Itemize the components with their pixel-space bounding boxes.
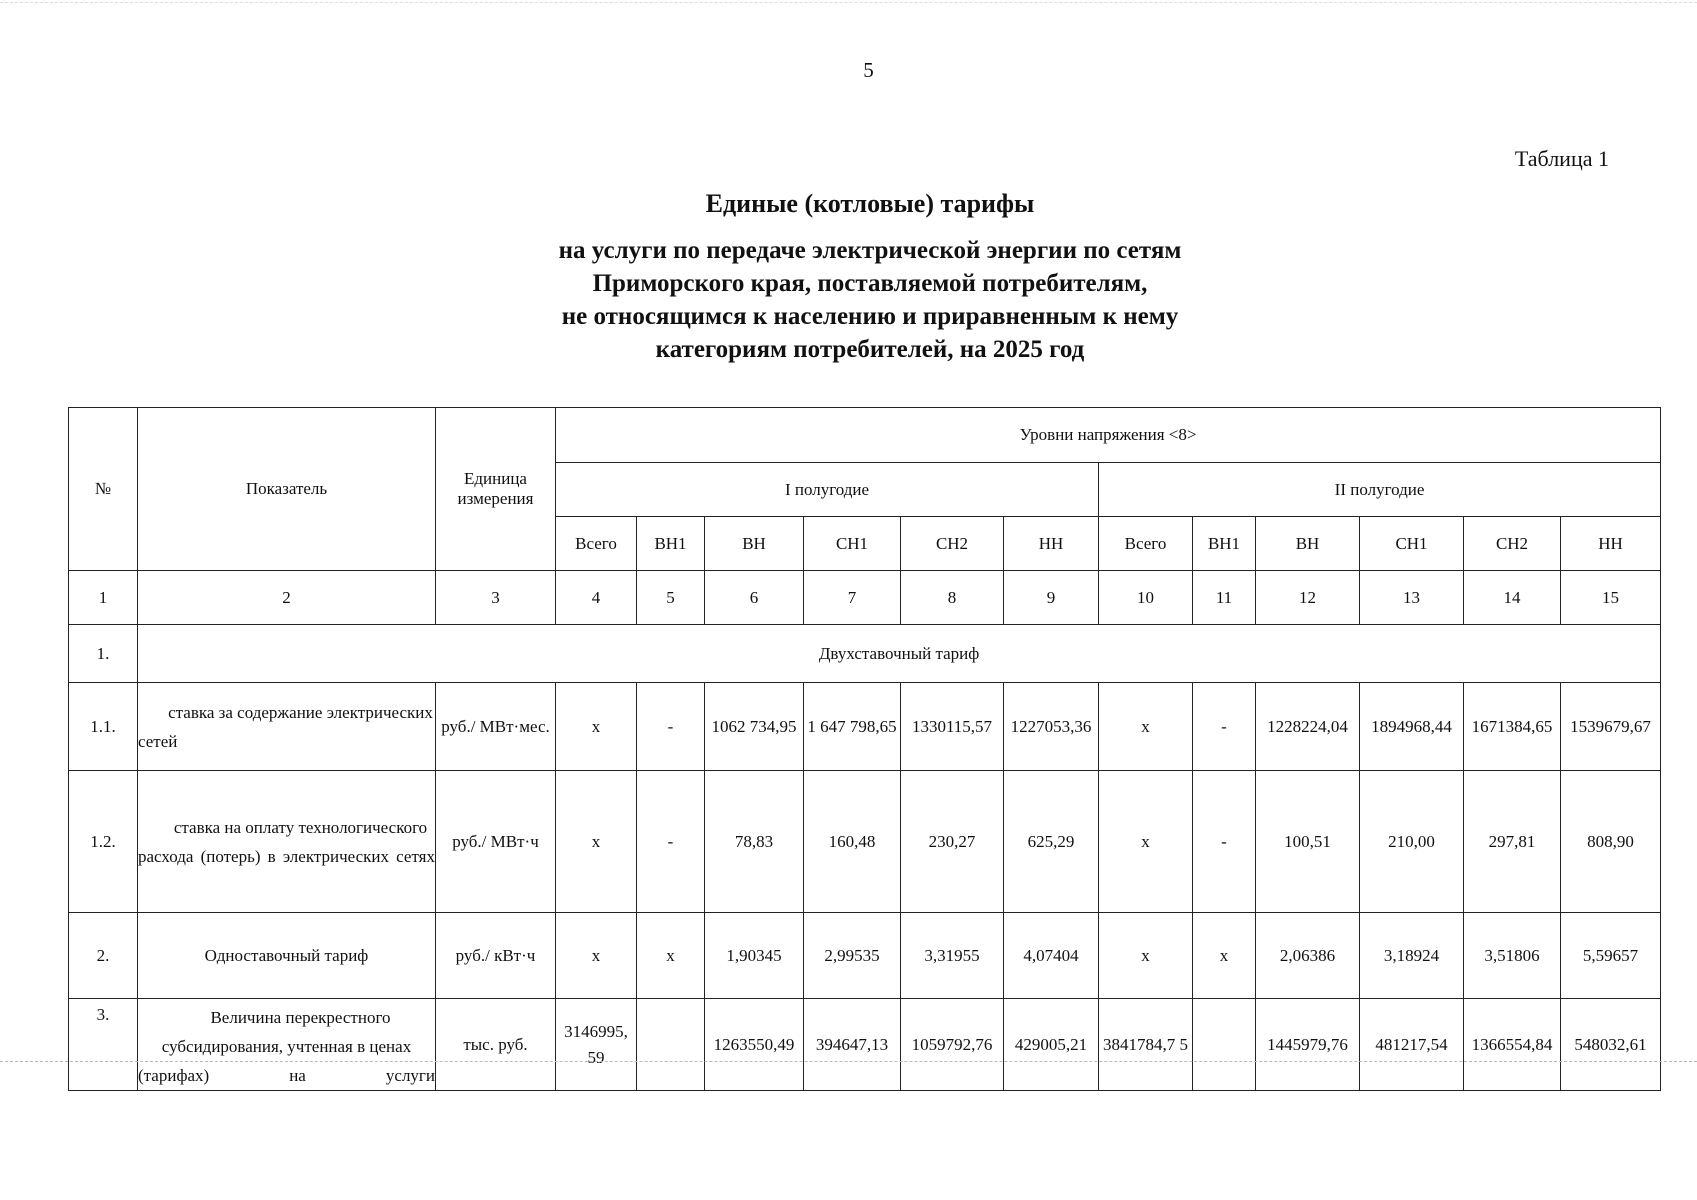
row-number: 1.2.: [69, 771, 138, 913]
value-cell: 2,99535: [804, 913, 901, 999]
value-cell: -: [1193, 771, 1256, 913]
value-cell: -: [637, 771, 705, 913]
value-cell: 1227053,36: [1004, 683, 1099, 771]
header-sub: СН1: [804, 517, 901, 571]
row-unit: тыс. руб.: [436, 999, 556, 1091]
column-number: 11: [1193, 571, 1256, 625]
value-cell: 1671384,65: [1464, 683, 1561, 771]
row-label-text: Величина перекрестного субсидирования, учтенная в ценах (тарифах) на услуги: [138, 1008, 435, 1085]
value-cell: х: [556, 913, 637, 999]
column-number: 1: [69, 571, 138, 625]
row-label: [138, 771, 436, 913]
column-number: 2: [138, 571, 436, 625]
column-number: 7: [804, 571, 901, 625]
header-no: №: [69, 408, 138, 571]
column-number: 10: [1099, 571, 1193, 625]
value-cell: 3,31955: [901, 913, 1004, 999]
value-cell: 4,07404: [1004, 913, 1099, 999]
value-cell: 1059792,76: [901, 999, 1004, 1091]
value-cell: 230,27: [901, 771, 1004, 913]
header-sub: НН: [1004, 517, 1099, 571]
value-cell: 1 647 798,65: [804, 683, 901, 771]
page-top-edge: [0, 2, 1697, 3]
value-cell: х: [1099, 913, 1193, 999]
column-number: 8: [901, 571, 1004, 625]
value-cell: 3146995, 59: [556, 999, 637, 1091]
row-number: 1.1.: [69, 683, 138, 771]
document-title: Единые (котловые) тарифы: [705, 189, 1035, 218]
value-cell: 548032,61: [1561, 999, 1661, 1091]
value-cell: -: [637, 683, 705, 771]
header-sub: НН: [1561, 517, 1661, 571]
column-number: 14: [1464, 571, 1561, 625]
header-sub: ВН: [1256, 517, 1360, 571]
value-cell: х: [556, 683, 637, 771]
column-number: 9: [1004, 571, 1099, 625]
subtitle-line: не относящимся к населению и приравненным к нему: [561, 303, 1179, 330]
value-cell: 100,51: [1256, 771, 1360, 913]
table-label: Таблица 1: [1514, 146, 1609, 171]
value-cell: 1330115,57: [901, 683, 1004, 771]
header-sub: СН2: [901, 517, 1004, 571]
row-label: Двухставочный тариф: [138, 625, 1661, 683]
header-unit: Единица измерения: [436, 408, 556, 571]
value-cell: 481217,54: [1360, 999, 1464, 1091]
value-cell: 1894968,44: [1360, 683, 1464, 771]
table-row: [69, 625, 1661, 683]
row-label: [138, 683, 436, 771]
header-voltage-levels: Уровни напряжения <8>: [556, 408, 1661, 463]
value-cell: 1263550,49: [705, 999, 804, 1091]
value-cell: х: [556, 771, 637, 913]
header-sub: ВН1: [637, 517, 705, 571]
value-cell: 78,83: [705, 771, 804, 913]
value-cell: [637, 999, 705, 1091]
value-cell: 1445979,76: [1256, 999, 1360, 1091]
page-break-line: [0, 1061, 1697, 1062]
value-cell: [1193, 999, 1256, 1091]
column-number: 3: [436, 571, 556, 625]
row-label-text: ставка на оплату технологического расхода (потерь) в электрических сетях: [138, 817, 435, 866]
row-number: 2.: [69, 913, 138, 999]
column-number: 12: [1256, 571, 1360, 625]
row-number: 3.: [69, 999, 138, 1091]
row-label: [138, 999, 436, 1091]
row-unit: руб./ кВт·ч: [436, 913, 556, 999]
header-indicator: Показатель: [138, 408, 436, 571]
header-sub: Всего: [1099, 517, 1193, 571]
header-sub: Всего: [556, 517, 637, 571]
tariff-table: [68, 407, 1661, 1091]
value-cell: 3,18924: [1360, 913, 1464, 999]
subtitle-line: на услуги по передаче электрической энергии по сетям: [558, 237, 1182, 264]
value-cell: 5,59657: [1561, 913, 1661, 999]
value-cell: 1539679,67: [1561, 683, 1661, 771]
value-cell: 3841784,7 5: [1099, 999, 1193, 1091]
header-sub: СН1: [1360, 517, 1464, 571]
value-cell: 2,06386: [1256, 913, 1360, 999]
header-sub: СН2: [1464, 517, 1561, 571]
column-number: 6: [705, 571, 804, 625]
column-number: 5: [637, 571, 705, 625]
table-row: [69, 771, 1661, 913]
value-cell: 1062 734,95: [705, 683, 804, 771]
value-cell: 394647,13: [804, 999, 901, 1091]
row-number: 1.: [69, 625, 138, 683]
value-cell: 3,51806: [1464, 913, 1561, 999]
value-cell: -: [1193, 683, 1256, 771]
column-number: 4: [556, 571, 637, 625]
value-cell: х: [1099, 771, 1193, 913]
subtitle-line: категориям потребителей, на 2025 год: [655, 336, 1085, 363]
header-half-1: I полугодие: [556, 463, 1099, 517]
value-cell: 808,90: [1561, 771, 1661, 913]
header-row-levels: [69, 408, 1661, 463]
column-number-row: [69, 571, 1661, 625]
header-half-2: II полугодие: [1099, 463, 1661, 517]
row-unit: руб./ МВт·мес.: [436, 683, 556, 771]
table-row: [69, 913, 1661, 999]
value-cell: х: [1099, 683, 1193, 771]
value-cell: 1,90345: [705, 913, 804, 999]
document-subtitle: [0, 234, 1697, 366]
value-cell: 1366554,84: [1464, 999, 1561, 1091]
value-cell: х: [1193, 913, 1256, 999]
row-label: Одноставочный тариф: [138, 913, 436, 999]
page-number: 5: [863, 58, 874, 82]
table-row: [69, 999, 1661, 1091]
row-label-text: ставка за содержание электрических сетей: [138, 702, 433, 751]
value-cell: х: [637, 913, 705, 999]
value-cell: 297,81: [1464, 771, 1561, 913]
value-cell: 1228224,04: [1256, 683, 1360, 771]
value-cell: 210,00: [1360, 771, 1464, 913]
column-number: 15: [1561, 571, 1661, 625]
column-number: 13: [1360, 571, 1464, 625]
value-cell: 625,29: [1004, 771, 1099, 913]
subtitle-line: Приморского края, поставляемой потребителям,: [592, 270, 1148, 297]
value-cell: 160,48: [804, 771, 901, 913]
header-sub: ВН: [705, 517, 804, 571]
value-cell: 429005,21: [1004, 999, 1099, 1091]
table-row: [69, 683, 1661, 771]
row-unit: руб./ МВт·ч: [436, 771, 556, 913]
header-sub: ВН1: [1193, 517, 1256, 571]
